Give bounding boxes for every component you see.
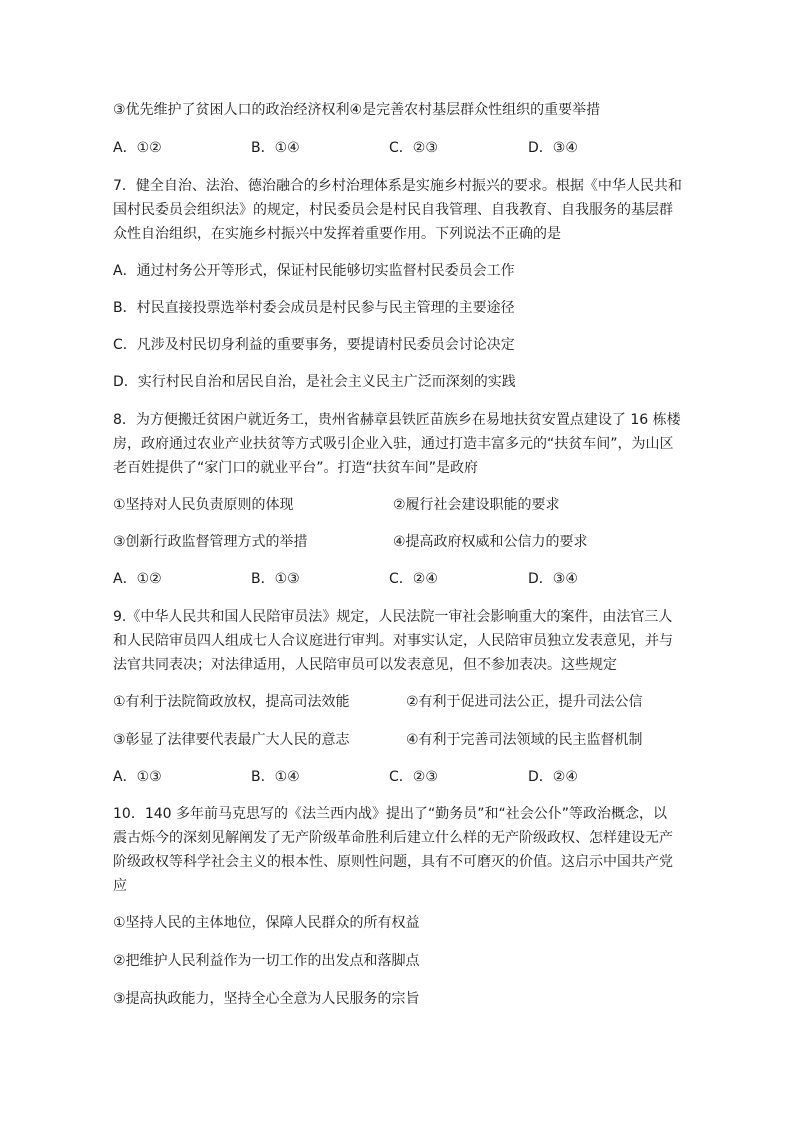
- q10-item-2: ②把维护人民利益作为一切工作的出发点和落脚点: [113, 953, 420, 969]
- q9-item-1: ①有利于法院简政放权，提高司法效能: [113, 694, 350, 710]
- q10-stem-line-1: 10．140 多年前马克思写的《法兰西内战》提出了“勤务员”和“社会公仆”等政治概念，以: [113, 806, 667, 822]
- q8-choice-b: B．①③: [251, 571, 300, 587]
- q6-choice-a: A．①②: [113, 140, 162, 156]
- q9-item-3: ③彰显了法律要代表最广大人民的意志: [113, 732, 350, 748]
- q7-stem-line-2: 国村民委员会组织法》的规定，村民委员会是村民自我管理、自我教育、自我服务的基层群: [113, 202, 673, 218]
- q8-choice-c: C．②④: [389, 571, 438, 587]
- q9-choice-a: A．①③: [113, 769, 162, 785]
- q10-item-3: ③提高执政能力，坚持全心全意为人民服务的宗旨: [113, 991, 420, 1007]
- q6-choice-c: C．②③: [389, 140, 438, 156]
- q8-stem-line-3: 老百姓提供了“家门口的就业平台”。打造“扶贫车间”是政府: [113, 460, 479, 476]
- q9-stem-line-3: 法官共同表决；对法律适用，人民陪审员可以发表意见，但不参加表决。这些规定: [113, 657, 617, 673]
- q6-item-34: ③优先维护了贫困人口的政治经济权利④是完善农村基层群众性组织的重要举措: [113, 102, 601, 118]
- q9-stem-line-2: 和人民陪审员四人组成七人合议庭进行审判。对事实认定，人民陪审员独立发表意见，并与: [113, 633, 673, 649]
- q9-choice-b: B．①④: [251, 769, 300, 785]
- q9-choice-c: C．②③: [389, 769, 438, 785]
- q8-choice-d: D．③④: [528, 571, 578, 587]
- q10-stem-line-4: 应: [113, 878, 127, 894]
- q9-choice-d: D．②④: [528, 769, 578, 785]
- q7-stem-line-1: 7．健全自治、法治、德治融合的乡村治理体系是实施乡村振兴的要求。根据《中华人民共和: [113, 178, 682, 194]
- q7-option-a: A．通过村务公开等形式，保证村民能够切实监督村民委员会工作: [113, 263, 515, 279]
- q8-item-3: ③创新行政监督管理方式的举措: [113, 534, 308, 550]
- q10-stem-line-2: 震古烁今的深刻见解阐发了无产阶级革命胜利后建立什么样的无产阶级政权、怎样建设无产: [113, 830, 673, 846]
- q8-item-1: ①坚持对人民负责原则的体现: [113, 497, 294, 513]
- q7-option-c: C．凡涉及村民切身利益的重要事务，要提请村民委员会讨论决定: [113, 337, 515, 353]
- q8-item-4: ④提高政府权威和公信力的要求: [393, 534, 588, 550]
- q8-stem-line-2: 房，政府通过农业产业扶贫等方式吸引企业入驻，通过打造丰富多元的“扶贫车间”，为山区: [113, 436, 674, 452]
- q6-choice-d: D．③④: [528, 140, 578, 156]
- q10-item-1: ①坚持人民的主体地位，保障人民群众的所有权益: [113, 915, 420, 931]
- q7-stem-line-3: 众性自治组织，在实施乡村振兴中发挥着重要作用。下列说法不正确的是: [113, 226, 561, 242]
- q6-choice-b: B．①④: [251, 140, 300, 156]
- q7-option-d: D．实行村民自治和居民自治，是社会主义民主广泛而深刻的实践: [113, 374, 516, 390]
- q9-item-2: ②有利于促进司法公正，提升司法公信: [406, 694, 643, 710]
- q7-option-b: B．村民直接投票选举村委会成员是村民参与民主管理的主要途径: [113, 300, 515, 316]
- q8-choice-a: A．①②: [113, 571, 162, 587]
- q8-stem-line-1: 8．为方便搬迁贫困户就近务工，贵州省赫章县铁匠苗族乡在易地扶贫安置点建设了 16 栋楼: [113, 412, 681, 428]
- q8-item-2: ②履行社会建设职能的要求: [393, 497, 560, 513]
- q10-stem-line-3: 阶级政权等科学社会主义的根本性、原则性问题，具有不可磨灭的价值。这启示中国共产党: [113, 854, 673, 870]
- q9-stem-line-1: 9.《中华人民共和国人民陪审员法》规定，人民法院一审社会影响重大的案件，由法官三人: [113, 609, 673, 625]
- q9-item-4: ④有利于完善司法领域的民主监督机制: [406, 732, 643, 748]
